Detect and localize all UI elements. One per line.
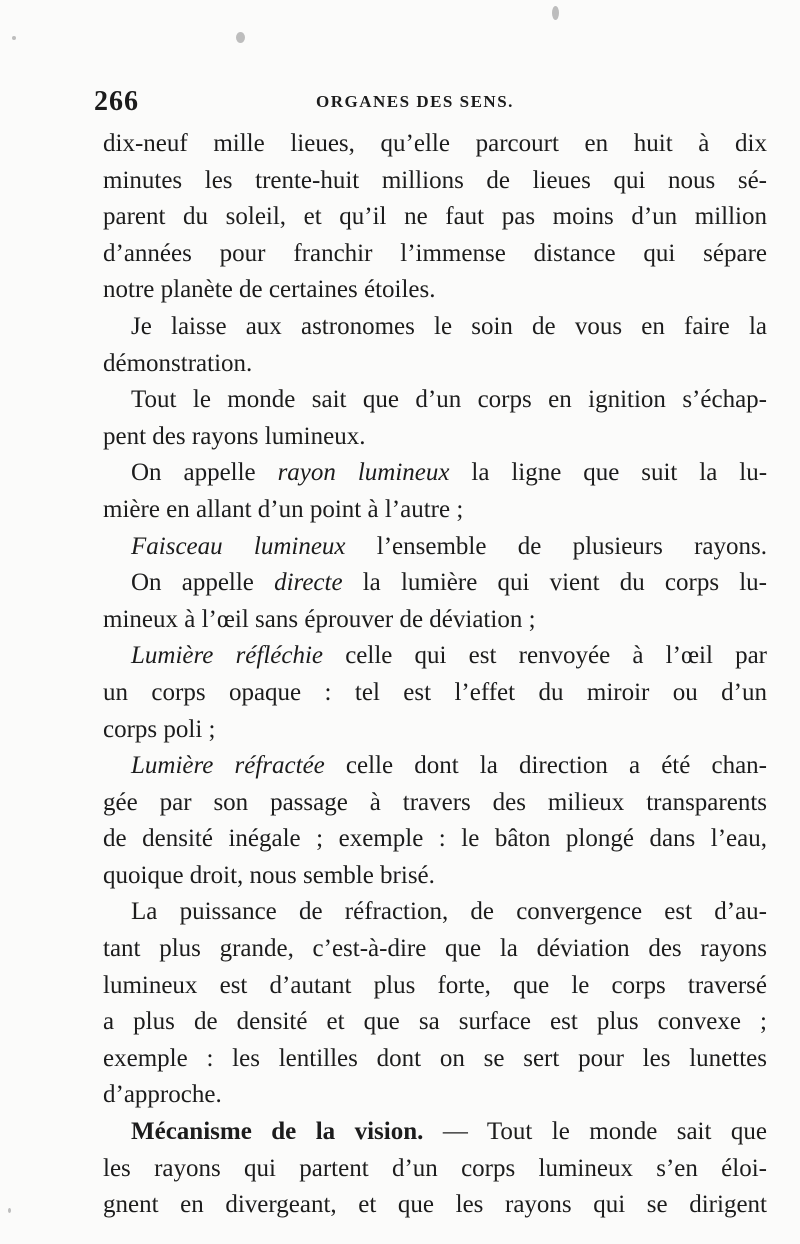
ink-speck [8,1208,11,1213]
text-line: tant plus grande, c’est-à-dire que la déviation des rayons [103,935,767,963]
text-line: a plus de densité et que sa surface est plus convexe ; [103,1008,767,1036]
text-line: corps poli ; [103,715,216,743]
text-line: La puissance de réfraction, de convergence est d’au- [131,898,767,926]
text-line: de densité inégale ; exemple : le bâton plongé dans l’eau, [103,825,767,853]
section-heading: Mécanisme de la vision. [131,1118,424,1146]
text-line: pent des rayons lumineux. [103,422,366,450]
text-line: minutes les trente-huit millions de lieues qui nous sé- [103,166,767,194]
text-line: Je laisse aux astronomes le soin de vous en faire la [131,312,767,340]
text-line: Mécanisme de la vision. — Tout le monde sait que [131,1118,767,1146]
ink-speck [12,36,16,40]
page-header [94,86,770,122]
text-line: Faisceau lumineux l’ensemble de plusieurs rayons. [131,532,767,560]
text-line: On appelle rayon lumineux la ligne que suit la lu- [131,459,768,487]
page-number: 266 [94,86,139,117]
italic-term: Faisceau lumineux [131,532,346,560]
text-line: quoique droit, nous semble brisé. [103,861,435,889]
text-line: démonstration. [103,349,253,377]
text-line: gnent en divergeant, et que les rayons qui se dirigent [103,1191,767,1219]
italic-term: Lumière réfléchie [131,642,324,670]
text-line: Lumière réfractée celle dont la direction a été chan- [131,752,767,780]
text-line: gée par son passage à travers des milieux transparents [103,788,767,816]
body-text [103,126,767,1224]
text-line: un corps opaque : tel est l’effet du miroir ou d’un [103,678,767,706]
text-line: mière en allant d’un point à l’autre ; [103,495,464,523]
ink-speck [236,32,245,43]
text-line: les rayons qui partent d’un corps lumineux s’en éloi- [103,1154,767,1182]
italic-term: Lumière réfractée [131,752,325,780]
text-line: notre planète de certaines étoiles. [103,276,436,304]
text-line: d’années pour franchir l’immense distance qui sépare [103,239,767,267]
italic-term: rayon lumineux [277,459,450,487]
text-line: On appelle directe la lumière qui vient du corps lu- [131,569,767,597]
text-line: mineux à l’œil sans éprouver de déviation ; [103,605,536,633]
ink-speck [552,6,559,20]
italic-term: directe [274,569,343,597]
text-line: Lumière réfléchie celle qui est renvoyée à l’œil par [131,642,767,670]
text-line: lumineux est d’autant plus forte, que le corps traversé [103,971,767,999]
text-line: parent du soleil, et qu’il ne faut pas moins d’un million [103,203,767,231]
text-line: d’approche. [103,1081,222,1109]
text-line: exemple : les lentilles dont on se sert pour les lunettes [103,1044,767,1072]
text-line: dix-neuf mille lieues, qu’elle parcourt en huit à dix [103,130,767,157]
running-head: ORGANES DES SENS. [316,92,514,111]
text-line: Tout le monde sait que d’un corps en ignition s’échap- [131,386,767,414]
